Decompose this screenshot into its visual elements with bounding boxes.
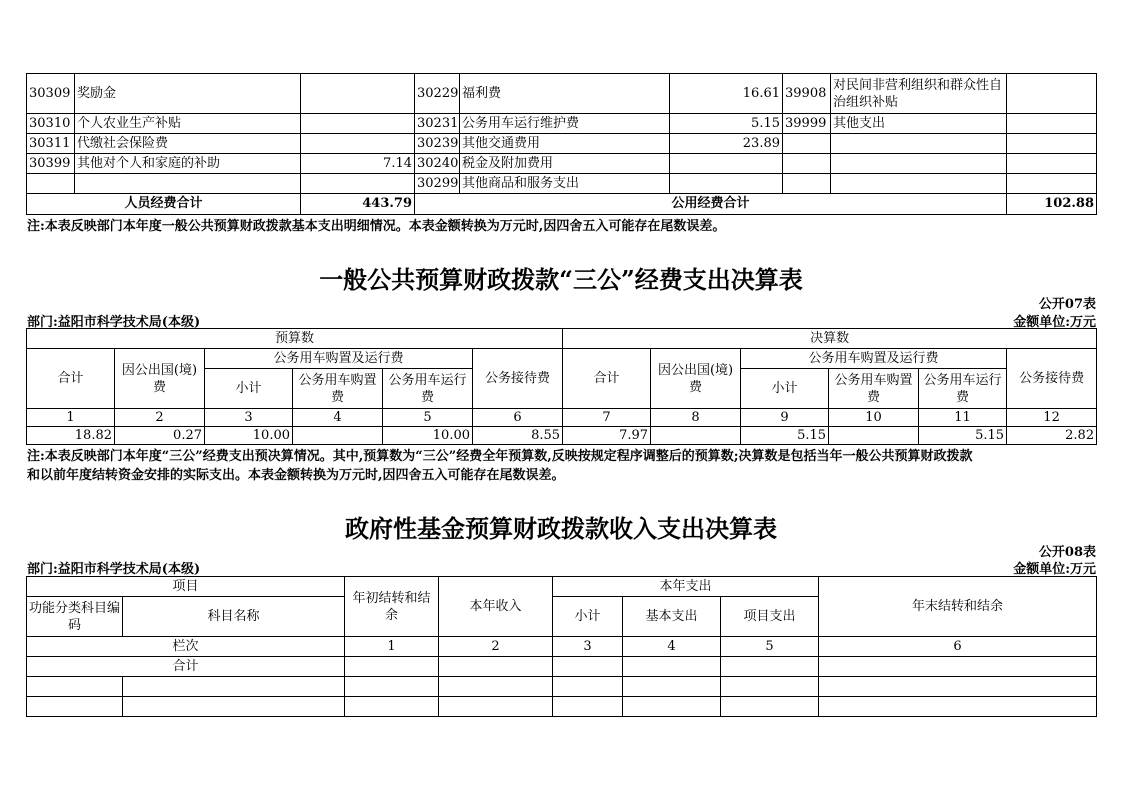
value-cell: 5.15 <box>919 427 1007 445</box>
cell-v2: 16.61 <box>670 74 783 114</box>
value-cell: 0.27 <box>115 427 205 445</box>
table-row <box>27 637 1097 657</box>
cell-c3: 39908 <box>783 74 831 114</box>
table-row <box>27 697 1097 717</box>
column-number: 7 <box>563 409 651 427</box>
table-cell <box>623 657 721 677</box>
basic-expense-label: 基本支出 <box>623 597 721 637</box>
cell-n3: 对民间非营利组织和群众性自治组织补贴 <box>831 74 1007 114</box>
table-row <box>27 194 1097 215</box>
cell-v1: 7.14 <box>301 154 415 174</box>
cell-v2: 5.15 <box>670 114 783 134</box>
cell-c2: 30229 <box>415 74 460 114</box>
final-abroad-label: 因公出国(境)费 <box>651 349 741 409</box>
cell-n2: 福利费 <box>460 74 670 114</box>
cell-c3 <box>783 154 831 174</box>
cell-n2: 税金及附加费用 <box>460 154 670 174</box>
cell-n2: 其他商品和服务支出 <box>460 174 670 194</box>
total-public-value: 102.88 <box>1007 194 1097 215</box>
column-number: 12 <box>1007 409 1097 427</box>
cell-n3 <box>831 174 1007 194</box>
value-cell: 8.55 <box>473 427 563 445</box>
column-number: 2 <box>115 409 205 427</box>
table-row <box>27 657 1097 677</box>
column-number: 1 <box>27 409 115 427</box>
begin-balance-label: 年初结转和结余 <box>345 577 439 637</box>
cell-n1: 个人农业生产补贴 <box>75 114 301 134</box>
value-cell <box>829 427 919 445</box>
value-cell <box>293 427 383 445</box>
budget-vehicle-group-label: 公务用车购置及运行费 <box>205 349 473 369</box>
table-cell <box>553 677 623 697</box>
table-cell <box>27 697 123 717</box>
cell-v1 <box>301 174 415 194</box>
table-cell <box>623 677 721 697</box>
department-label: 部门:益阳市科学技术局(本级) <box>27 315 201 330</box>
column-number: 4 <box>623 637 721 657</box>
budget-vehicle-purchase-label: 公务用车购置费 <box>293 369 383 409</box>
cell-c1 <box>27 174 75 194</box>
table-row <box>27 409 1097 427</box>
final-total-label: 合计 <box>563 349 651 409</box>
table2-note-line1: 注:本表反映部门本年度“三公”经费支出预决算情况。其中,预算数为“三公”经费全年预算数,反映按规定程序调整后的预算数;决算数是包括当年一般公共预算财政拨款 <box>27 449 973 464</box>
cell-v3 <box>1007 74 1097 114</box>
expense-subtotal-label: 小计 <box>553 597 623 637</box>
value-cell: 10.00 <box>205 427 293 445</box>
table-cell <box>439 697 553 717</box>
basic-expenditure-detail-table <box>26 73 1097 215</box>
column-number: 3 <box>553 637 623 657</box>
table-cell <box>819 697 1097 717</box>
end-balance-label: 年末结转和结余 <box>819 577 1097 637</box>
cell-v3 <box>1007 174 1097 194</box>
table1-note: 注:本表反映部门本年度一般公共预算财政拨款基本支出明细情况。本表金额转换为万元时,因四舍五入可能存在尾数误差。 <box>27 219 726 234</box>
column-number: 4 <box>293 409 383 427</box>
cell-n2: 其他交通费用 <box>460 134 670 154</box>
table2-note-line2: 和以前年度结转资金安排的实际支出。本表金额转换为万元时,因四舍五入可能存在尾数误差。 <box>27 468 565 483</box>
column-number: 5 <box>383 409 473 427</box>
budget-header: 预算数 <box>27 329 563 349</box>
table-row <box>27 154 1097 174</box>
cell-c2: 30299 <box>415 174 460 194</box>
table-cell <box>819 677 1097 697</box>
table-cell <box>439 677 553 697</box>
column-number: 1 <box>345 637 439 657</box>
table-code-2: 公开08表 <box>1038 545 1096 560</box>
cell-v3 <box>1007 114 1097 134</box>
cell-n1: 其他对个人和家庭的补助 <box>75 154 301 174</box>
unit-label-2: 金额单位:万元 <box>1013 562 1096 577</box>
table-row <box>27 74 1097 114</box>
column-number: 9 <box>741 409 829 427</box>
final-subtotal-label: 小计 <box>741 369 829 409</box>
budget-reception-label: 公务接待费 <box>473 349 563 409</box>
cell-c1: 30399 <box>27 154 75 174</box>
table-row <box>27 677 1097 697</box>
three-public-table <box>26 328 1097 445</box>
cell-v2 <box>670 154 783 174</box>
cell-c3 <box>783 174 831 194</box>
table-cell <box>123 677 345 697</box>
cell-n1: 代缴社会保险费 <box>75 134 301 154</box>
cell-c3 <box>783 134 831 154</box>
cell-v1 <box>301 74 415 114</box>
total-public-label: 公用经费合计 <box>415 194 1007 215</box>
table-code: 公开07表 <box>1038 297 1096 312</box>
table-cell <box>345 657 439 677</box>
cell-c2: 30240 <box>415 154 460 174</box>
value-cell: 2.82 <box>1007 427 1097 445</box>
column-number: 6 <box>819 637 1097 657</box>
cell-c2: 30231 <box>415 114 460 134</box>
total-personnel-value: 443.79 <box>301 194 415 215</box>
cell-v2 <box>670 174 783 194</box>
value-cell <box>651 427 741 445</box>
column-number: 8 <box>651 409 741 427</box>
value-cell: 18.82 <box>27 427 115 445</box>
income-label: 本年收入 <box>439 577 553 637</box>
cell-v1 <box>301 114 415 134</box>
budget-abroad-label: 因公出国(境)费 <box>115 349 205 409</box>
budget-vehicle-run-label: 公务用车运行费 <box>383 369 473 409</box>
column-number: 3 <box>205 409 293 427</box>
table-cell <box>345 677 439 697</box>
budget-total-label: 合计 <box>27 349 115 409</box>
table-cell <box>819 657 1097 677</box>
cell-v3 <box>1007 154 1097 174</box>
cell-n1 <box>75 174 301 194</box>
page-title: 一般公共预算财政拨款“三公”经费支出决算表 <box>319 265 803 294</box>
column-number: 2 <box>439 637 553 657</box>
expense-group-label: 本年支出 <box>553 577 819 597</box>
total-label: 合计 <box>27 657 345 677</box>
table-row <box>27 114 1097 134</box>
final-header: 决算数 <box>563 329 1097 349</box>
table-row <box>27 427 1097 445</box>
cell-n2: 公务用车运行维护费 <box>460 114 670 134</box>
project-expense-label: 项目支出 <box>721 597 819 637</box>
func-code-label: 功能分类科目编码 <box>27 597 123 637</box>
final-vehicle-group-label: 公务用车购置及运行费 <box>741 349 1007 369</box>
table-cell <box>345 697 439 717</box>
cell-v2: 23.89 <box>670 134 783 154</box>
cell-c1: 30311 <box>27 134 75 154</box>
table-cell <box>623 697 721 717</box>
column-number: 11 <box>919 409 1007 427</box>
final-vehicle-purchase-label: 公务用车购置费 <box>829 369 919 409</box>
table-cell <box>123 697 345 717</box>
total-personnel-label: 人员经费合计 <box>27 194 301 215</box>
final-vehicle-run-label: 公务用车运行费 <box>919 369 1007 409</box>
budget-subtotal-label: 小计 <box>205 369 293 409</box>
value-cell: 10.00 <box>383 427 473 445</box>
table-cell <box>27 677 123 697</box>
unit-label: 金额单位:万元 <box>1013 315 1096 330</box>
table-row <box>27 134 1097 154</box>
table-cell <box>721 697 819 717</box>
government-fund-table <box>26 576 1097 717</box>
cell-n3 <box>831 154 1007 174</box>
table-cell <box>553 657 623 677</box>
page-title-2: 政府性基金预算财政拨款收入支出决算表 <box>345 514 777 543</box>
cell-c1: 30309 <box>27 74 75 114</box>
column-number: 10 <box>829 409 919 427</box>
final-reception-label: 公务接待费 <box>1007 349 1097 409</box>
cell-v3 <box>1007 134 1097 154</box>
cell-n3 <box>831 134 1007 154</box>
cell-n3: 其他支出 <box>831 114 1007 134</box>
department-label-2: 部门:益阳市科学技术局(本级) <box>27 562 201 577</box>
item-header: 项目 <box>27 577 345 597</box>
cell-n1: 奖励金 <box>75 74 301 114</box>
cell-v1 <box>301 134 415 154</box>
subject-name-label: 科目名称 <box>123 597 345 637</box>
column-number: 6 <box>473 409 563 427</box>
table-cell <box>553 697 623 717</box>
cell-c1: 30310 <box>27 114 75 134</box>
cell-c3: 39999 <box>783 114 831 134</box>
value-cell: 5.15 <box>741 427 829 445</box>
table-row <box>27 174 1097 194</box>
table-cell <box>721 677 819 697</box>
column-number: 5 <box>721 637 819 657</box>
row-label: 栏次 <box>27 637 345 657</box>
table-cell <box>439 657 553 677</box>
table-cell <box>721 657 819 677</box>
value-cell: 7.97 <box>563 427 651 445</box>
cell-c2: 30239 <box>415 134 460 154</box>
